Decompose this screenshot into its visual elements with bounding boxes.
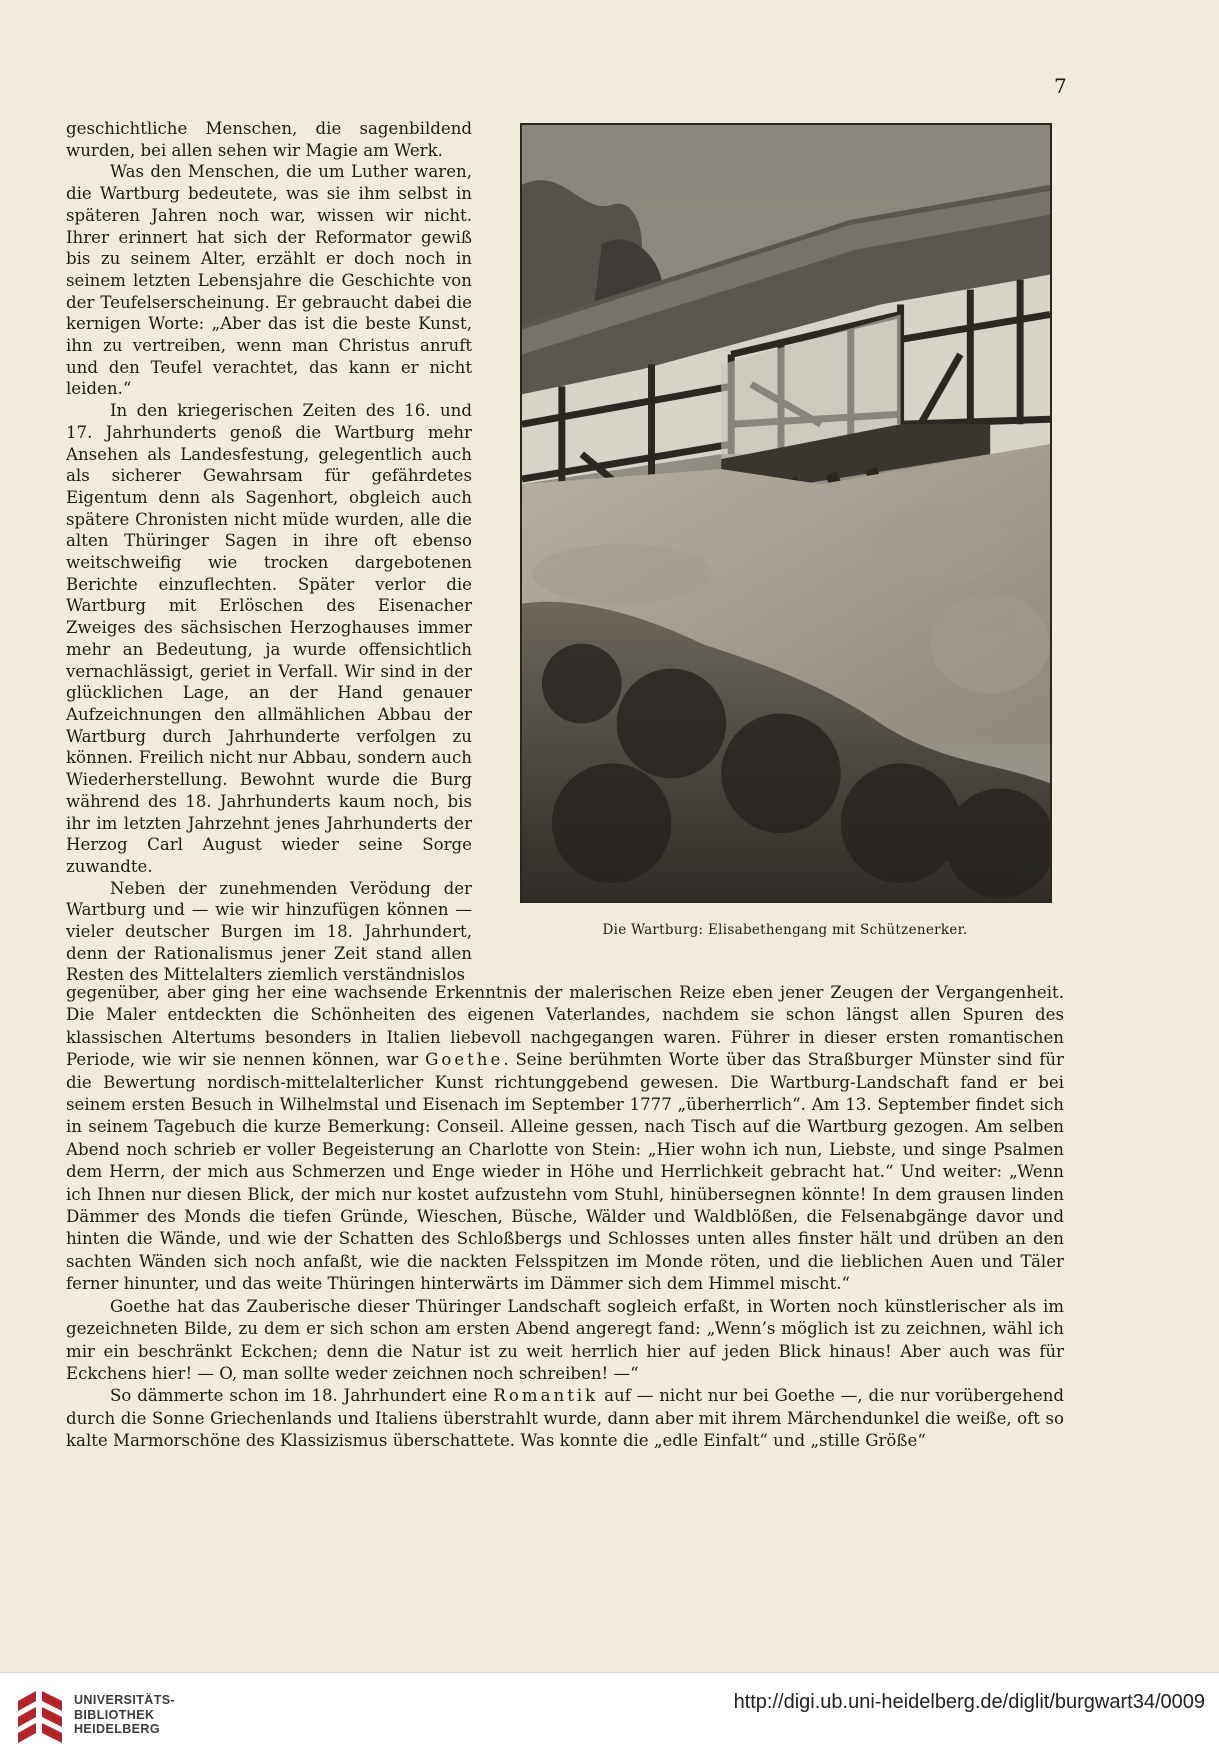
paragraph: geschichtliche Menschen, die sagenbildend wurden, bei allen sehen wir Magie am Werk. [66, 119, 472, 160]
library-name-line: HEIDELBERG [74, 1722, 160, 1736]
text-run: Goethe hat das Zauberische dieser Thüringer Landschaft sogleich erfaßt, in Worten noch künstlerischer als im gezeichneten Bilde, zu dem er sich schon am ersten Abend angeregt fand: „Wenn’s möglich ist zu zeichnen, wähl ich mir ein beschränkt Eckchen; denn die Natur ist zu weit herrlich hier auf jeden Blick hinaus! Aber auch was für Eckchens hier! — O, man sollte weder zeichnen noch schreiben! —“ [66, 1296, 1064, 1383]
library-name-line: BIBLIOTHEK [74, 1707, 155, 1722]
text-run: So dämmerte schon im 18. Jahrhundert eine [110, 1386, 494, 1406]
source-url-link[interactable]: http://digi.ub.uni-heidelberg.de/diglit/burgwart34/0009 [733, 1691, 1205, 1713]
paragraph: Was den Menschen, die um Luther waren, die Wartburg bedeutete, was sie ihm selbst in späteren Jahren noch war, wissen wir nicht. Ihrer erinnert hat sich der Reformator gewiß bis zu seinem Alter, erzählt er doch noch in seinem letzten Lebensjahre die Geschichte von der Teufelserscheinung. Er gebraucht dabei die kernigen Worte: „Aber das ist die beste Kunst, ihn zu vertreiben, wenn man Christus anruft und den Teufel verachtet, das kann er nicht leiden.“ [66, 162, 472, 399]
paragraph: Neben der zunehmenden Verödung der Wartburg und — wie wir hinzufügen können — vieler deutscher Burgen im 18. Jahrhundert, denn der Rationalismus jener Zeit stand allen Resten des Mittelalters ziemlich verständnislos [66, 878, 472, 985]
text-run: gegenüber, aber ging her eine wachsende Erkenntnis der malerischen Reize eben jener Zeugen der Vergangenheit. Die Maler entdeckten die Schönheiten des eigenen Vaterlandes, nachdem sie schon längst allen Spuren des klassischen Altertums besonders in Italien liebevoll nachgegangen waren. Führer in dieser ersten romantischen Periode, wie wir sie nennen können, war [66, 983, 1064, 1070]
library-name [74, 1693, 175, 1737]
library-footer [0, 1672, 1219, 1762]
full-width-text [66, 982, 1064, 1453]
library-name-line: UNIVERSITÄTS- [74, 1693, 176, 1707]
emphasized-term: Romantik [493, 1386, 599, 1406]
paragraph: In den kriegerischen Zeiten des 16. und 17. Jahrhunderts genoß die Wartburg mehr Ansehen als Landesfestung, gelegentlich auch als sicherer Gewahrsam für gefährdetes Eigentum denn als Sagenhort, obgleich auch spätere Chronisten nicht müde wurden, alle die alten Thüringer Sagen in ihre oft ebenso weitschweifig wie trocken dargebotenen Berichte einzuflechten. Später verlor die Wartburg mit Erlöschen des Eisenacher Zweiges des sächsischen Herzoghauses immer mehr an Bedeutung, ja wurde offensichtlich vernachlässigt, geriet in Verfall. Wir sind in der glücklichen Lage, an der Hand genauer Aufzeichnungen den allmählichen Abbau der Wartburg durch Jahrhunderte verfolgen zu können. Freilich nicht nur Abbau, sondern auch Wiederherstellung. Bewohnt wurde die Burg während des 18. Jahrhunderts kaum noch, bis ihr im letzten Jahrzehnt jenes Jahrhunderts der Herzog Carl August wieder seine Sorge zuwandte. [66, 401, 472, 876]
text-run: . Seine berühmten Worte über das Straßburger Münster sind für die Bewertung nordisch-mittelalterlicher Kunst richtunggebend gewesen. Die Wartburg-Landschaft fand er bei seinem ersten Besuch in Wilhelmstal und Eisenach im September 1777 „überherrlich“. Am 13. September findet sich in seinem Tagebuch die kurze Bemerkung: Conseil. Alleine gessen, nach Tisch auf die Wartburg gezogen. Am selben Abend noch schrieb er voller Begeisterung an Charlotte von Stein: „Hier wohn ich nun, Liebste, und singe Psalmen dem Herrn, der mich aus Schmerzen und Enge wieder in Höhe und Herrlichkeit gebracht hat.“ Und weiter: „Wenn ich Ihnen nur diesen Blick, der mich nur kostet aufzustehn vom Stuhl, hinübersegnen könnte! In dem grausen linden Dämmer des Monds die tiefen Gründe, Wieschen, Büsche, Wälder und Waldblößen, die Felsenabgänge davor und hinten die Wände, und wie der Schatten des Schloßbergs und Schlosses unten alles finster hält und drüben an den sachten Wänden sich noch anfaßt, wie die nackten Felsspitzen im Monde röten, und die lieblichen Auen und Täler ferner hinunter, und das weite Thüringen hinterwärts im Dämmer sich dem Himmel mischt.“ [66, 1050, 1064, 1294]
paragraph [66, 1296, 1064, 1386]
university-library-logo-icon [14, 1687, 66, 1747]
paragraph [66, 982, 1064, 1296]
page-number: 7 [1054, 74, 1067, 98]
figure-caption: Die Wartburg: Elisabethengang mit Schützenerker. [602, 922, 968, 938]
column-text [66, 118, 472, 986]
wartburg-photograph [520, 123, 1052, 903]
photograph-illustration [522, 125, 1050, 901]
emphasized-name: Goethe [425, 1050, 504, 1070]
paragraph [66, 1385, 1064, 1452]
text-run: auf — nicht nur bei Goethe —, die nur vorübergehend durch die Sonne Griechenlands und Italiens überstrahlt wurde, dann aber mit ihrem Märchendunkel die weiße, oft so kalte Marmorschöne des Klassizismus überschattete. Was konnte die „edle Einfalt“ und „stille Größe“ [66, 1386, 1065, 1451]
